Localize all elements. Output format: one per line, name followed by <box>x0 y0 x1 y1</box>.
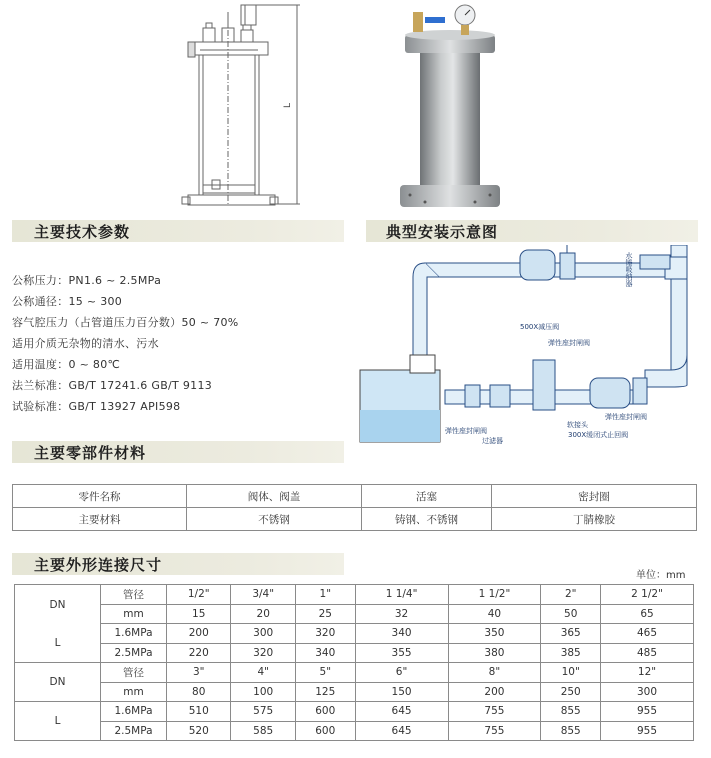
table-cell: 955 <box>601 721 694 741</box>
table-cell: 355 <box>355 643 448 663</box>
spec-line: 适用温度：0 ~ 80℃ <box>12 358 121 371</box>
dimensions-table <box>14 584 694 741</box>
spec-line: 公称压力：PN1.6 ~ 2.5MPa <box>12 274 162 287</box>
table-cell: 主要材料 <box>13 508 187 531</box>
table-row <box>15 643 694 663</box>
table-cell: 6" <box>355 663 448 683</box>
table-row <box>13 508 697 531</box>
table-cell: 320 <box>295 624 355 644</box>
table-cell: 320 <box>231 643 295 663</box>
table-cell: 300 <box>601 682 694 702</box>
unit-label: 单位：mm <box>636 570 686 581</box>
spec-line: 法兰标准：GB/T 17241.6 GB/T 9113 <box>12 379 213 392</box>
row-label-mm: mm <box>101 604 167 624</box>
section-header-dimensions <box>12 553 344 575</box>
section-title: 典型安装示意图 <box>386 223 499 241</box>
table-cell: 阀体、阀盖 <box>187 485 362 508</box>
table-row <box>15 604 694 624</box>
table-cell: 32 <box>355 604 448 624</box>
table-cell: 4" <box>231 663 295 683</box>
table-cell: 12" <box>601 663 694 683</box>
table-row <box>15 585 694 605</box>
table-cell: 40 <box>448 604 541 624</box>
table-row <box>15 624 694 644</box>
row-label-2-5mpa: 2.5MPa <box>101 643 167 663</box>
section-title: 主要技术参数 <box>34 223 131 241</box>
table-cell: 365 <box>541 624 601 644</box>
table-cell: 220 <box>167 643 231 663</box>
table-cell: 600 <box>295 721 355 741</box>
table-cell: 250 <box>541 682 601 702</box>
section-title: 主要零部件材料 <box>34 444 147 462</box>
row-label-mm: mm <box>101 682 167 702</box>
label-gate-valve-right: 弹性座封闸阀 <box>605 413 647 421</box>
table-cell: 50 <box>541 604 601 624</box>
table-cell: 3" <box>167 663 231 683</box>
table-cell: 1" <box>295 585 355 605</box>
row-label-size: 管径 <box>101 663 167 683</box>
table-cell: 485 <box>601 643 694 663</box>
table-cell: 150 <box>355 682 448 702</box>
table-cell: 955 <box>601 702 694 722</box>
installation-diagram <box>355 245 711 445</box>
table-cell: 100 <box>231 682 295 702</box>
table-cell: 340 <box>295 643 355 663</box>
table-cell: 585 <box>231 721 295 741</box>
table-cell: 丁腈橡胶 <box>492 508 697 531</box>
spec-line: 容气腔压力（占管道压力百分数）50 ~ 70% <box>12 316 239 329</box>
row-label-2-5mpa: 2.5MPa <box>101 721 167 741</box>
table-row <box>15 702 694 722</box>
table-cell: 645 <box>355 721 448 741</box>
label-gate-valve-left: 弹性座封闸阀 <box>445 427 487 435</box>
table-cell: 80 <box>167 682 231 702</box>
section-header-materials <box>12 441 344 463</box>
table-cell: 15 <box>167 604 231 624</box>
table-cell: 1 1/4" <box>355 585 448 605</box>
row-label-1-6mpa: 1.6MPa <box>101 624 167 644</box>
table-cell: 5" <box>295 663 355 683</box>
table-cell: 铸钢、不锈钢 <box>362 508 492 531</box>
table-cell: 10" <box>541 663 601 683</box>
label-reducing-valve: 500X减压阀 <box>520 323 560 331</box>
table-cell: 零件名称 <box>13 485 187 508</box>
dn-label: DN <box>49 598 66 611</box>
dn-label-cell: DN <box>15 663 101 702</box>
table-cell: 密封圈 <box>492 485 697 508</box>
table-cell: 380 <box>448 643 541 663</box>
table-cell: 25 <box>295 604 355 624</box>
table-cell: 65 <box>601 604 694 624</box>
table-cell: 510 <box>167 702 231 722</box>
label-flex-joint: 软接头 <box>567 421 588 429</box>
dn-l-merged-cell <box>15 585 101 663</box>
table-cell: 300 <box>231 624 295 644</box>
section-header-tech-params <box>12 220 344 242</box>
row-label-size: 管径 <box>101 585 167 605</box>
l-label: L <box>54 636 61 649</box>
table-cell: 3/4" <box>231 585 295 605</box>
table-cell: 8" <box>448 663 541 683</box>
label-arrestor: 水锤吸纳器 <box>625 252 633 287</box>
label-gate-valve-top: 弹性座封闸阀 <box>548 339 590 347</box>
table-cell: 755 <box>448 702 541 722</box>
table-cell: 1/2" <box>167 585 231 605</box>
section-header-install-diagram <box>366 220 698 242</box>
table-cell: 1 1/2" <box>448 585 541 605</box>
table-cell: 200 <box>448 682 541 702</box>
table-cell: 465 <box>601 624 694 644</box>
table-cell: 350 <box>448 624 541 644</box>
table-cell: 2 1/2" <box>601 585 694 605</box>
table-row <box>15 663 694 683</box>
table-cell: 不锈钢 <box>187 508 362 531</box>
table-cell: 520 <box>167 721 231 741</box>
spec-line: 适用介质无杂物的清水、污水 <box>12 337 159 350</box>
table-cell: 340 <box>355 624 448 644</box>
table-cell: 855 <box>541 721 601 741</box>
table-cell: 20 <box>231 604 295 624</box>
table-cell: 755 <box>448 721 541 741</box>
table-cell: 200 <box>167 624 231 644</box>
table-row <box>15 682 694 702</box>
technical-drawing <box>170 0 310 210</box>
section-title: 主要外形连接尺寸 <box>34 556 163 574</box>
label-filter: 过滤器 <box>482 437 503 445</box>
table-cell: 855 <box>541 702 601 722</box>
table-cell: 活塞 <box>362 485 492 508</box>
table-cell: 385 <box>541 643 601 663</box>
materials-table <box>12 484 697 531</box>
product-photo <box>395 0 505 215</box>
table-cell: 125 <box>295 682 355 702</box>
table-cell: 600 <box>295 702 355 722</box>
label-check-valve: 300X缓闭式止回阀 <box>568 431 629 439</box>
table-row <box>13 485 697 508</box>
spec-line: 试验标准：GB/T 13927 API598 <box>12 400 181 413</box>
table-cell: 2" <box>541 585 601 605</box>
table-row <box>15 721 694 741</box>
spec-line: 公称通径：15 ~ 300 <box>12 295 123 308</box>
row-label-1-6mpa: 1.6MPa <box>101 702 167 722</box>
l-label-cell: L <box>15 702 101 741</box>
table-cell: 645 <box>355 702 448 722</box>
table-cell: 575 <box>231 702 295 722</box>
dimension-label-l: L <box>283 102 293 108</box>
